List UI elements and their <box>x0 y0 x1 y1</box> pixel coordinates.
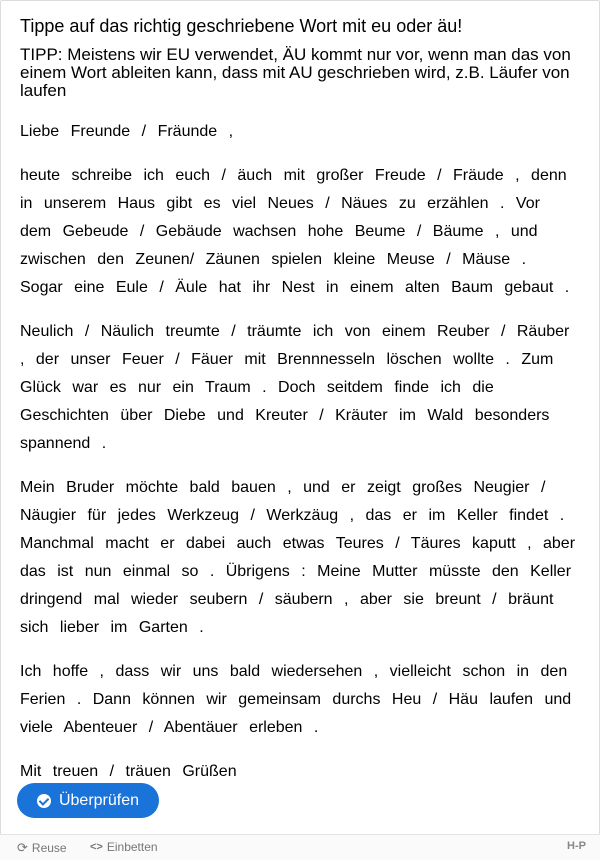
selectable-word[interactable]: Mein <box>20 479 55 496</box>
separator: / <box>258 591 264 608</box>
selectable-word[interactable]: Traum <box>205 379 251 396</box>
selectable-word[interactable]: es <box>203 195 221 212</box>
selectable-word[interactable]: etwas <box>282 535 325 552</box>
footer-bar <box>0 834 600 860</box>
selectable-word[interactable]: zeigt <box>366 479 401 496</box>
selectable-word[interactable]: Liebe <box>20 123 60 140</box>
selectable-word[interactable]: dass <box>115 663 150 680</box>
selectable-word[interactable]: Manchmal <box>20 535 94 552</box>
selectable-word[interactable]: großer <box>316 167 364 184</box>
selectable-word[interactable]: Äule <box>175 279 208 296</box>
selectable-word[interactable]: vielleicht <box>389 663 451 680</box>
selectable-word[interactable]: hat <box>218 279 241 296</box>
punctuation[interactable]: . <box>101 435 107 452</box>
selectable-word[interactable]: und <box>510 223 538 240</box>
task-tip: TIPP: Meistens wir EU verwendet, ÄU kommt nur vor, wenn man das von einem Wort ableiten kann, dass mit AU geschrieben wird, z.B. Läufer von laufen <box>20 45 571 100</box>
selectable-word[interactable]: treuen <box>52 763 99 780</box>
selectable-word[interactable]: Neugier <box>473 479 530 496</box>
selectable-word[interactable]: wiedersehen <box>271 663 363 680</box>
selectable-word[interactable]: Geschichten <box>20 407 109 424</box>
selectable-word[interactable]: Zum <box>521 351 554 368</box>
selectable-word[interactable]: Keller <box>456 507 498 524</box>
selectable-word[interactable]: lieber <box>59 619 100 636</box>
selectable-word[interactable]: seubern <box>189 591 248 608</box>
punctuation[interactable]: . <box>313 719 319 736</box>
selectable-word[interactable]: zu <box>398 195 416 212</box>
selectable-word[interactable]: wachsen <box>233 223 297 240</box>
selectable-word[interactable]: sie <box>403 591 424 608</box>
selectable-word[interactable]: Doch <box>278 379 316 396</box>
punctuation[interactable]: , <box>228 123 234 140</box>
selectable-word[interactable]: euch <box>175 167 211 184</box>
selectable-word[interactable]: schreibe <box>71 167 132 184</box>
selectable-word[interactable]: war <box>72 379 99 396</box>
selectable-word[interactable]: Fäuer <box>191 351 233 368</box>
selectable-word[interactable]: denn <box>531 167 567 184</box>
selectable-word[interactable]: Sogar <box>20 279 63 296</box>
selectable-word[interactable]: den <box>540 663 568 680</box>
punctuation[interactable]: : <box>301 563 306 580</box>
selectable-word[interactable]: hoffe <box>52 663 89 680</box>
punctuation[interactable]: , <box>494 223 500 240</box>
embed-icon: <> <box>90 841 103 853</box>
selectable-word[interactable]: Freunde <box>70 123 131 140</box>
separator: / <box>540 479 546 496</box>
reuse-icon: ⟳ <box>17 840 28 855</box>
selectable-word[interactable]: macht <box>105 535 149 552</box>
selectable-word[interactable]: viel <box>232 195 257 212</box>
separator: / <box>84 323 90 340</box>
selectable-word[interactable]: kaputt <box>472 535 516 552</box>
selectable-word[interactable]: das <box>20 563 46 580</box>
separator: / <box>159 279 164 296</box>
selectable-word[interactable]: unserem <box>43 195 107 212</box>
selectable-word[interactable]: im <box>110 619 128 636</box>
selectable-word[interactable]: Mutter <box>372 563 418 580</box>
selectable-word[interactable]: Freude <box>374 167 426 184</box>
selectable-word[interactable]: Näugier <box>20 507 77 524</box>
separator: / <box>492 591 497 608</box>
selectable-word[interactable]: Zäunen <box>205 251 260 268</box>
selectable-word[interactable]: eine <box>74 279 105 296</box>
separator: / <box>319 407 324 424</box>
selectable-word[interactable]: Beume <box>354 223 406 240</box>
selectable-word[interactable]: einem <box>382 323 426 340</box>
selectable-word[interactable]: Meuse <box>386 251 435 268</box>
selectable-word[interactable]: dem <box>20 223 52 240</box>
check-button[interactable] <box>17 783 159 818</box>
separator: / <box>437 167 442 184</box>
selectable-word[interactable]: in <box>516 663 530 680</box>
punctuation[interactable]: , <box>99 663 104 680</box>
selectable-word[interactable]: es <box>109 379 127 396</box>
selectable-word[interactable]: bauen <box>231 479 276 496</box>
selectable-word[interactable]: gemeinsam <box>238 691 321 708</box>
selectable-word[interactable]: Brennnesseln <box>277 351 375 368</box>
selectable-word[interactable]: Zeunen/ <box>135 251 195 268</box>
selectable-word[interactable]: finde <box>394 379 430 396</box>
selectable-word[interactable]: heute <box>20 167 61 184</box>
selectable-word[interactable]: jedes <box>117 507 156 524</box>
selectable-word[interactable]: Bäume <box>432 223 484 240</box>
punctuation[interactable]: , <box>349 507 355 524</box>
text-paragraph <box>20 474 580 642</box>
separator: / <box>148 719 154 736</box>
punctuation[interactable]: . <box>262 379 267 396</box>
selectable-word[interactable]: Abentäuer <box>163 719 238 736</box>
selectable-word[interactable]: Abenteuer <box>63 719 138 736</box>
punctuation[interactable]: . <box>559 507 565 524</box>
selectable-word[interactable]: Werkzeug <box>167 507 240 524</box>
text-paragraph <box>20 118 580 146</box>
selectable-word[interactable]: zwischen <box>20 251 86 268</box>
selectable-word[interactable]: findet <box>509 507 549 524</box>
selectable-word[interactable]: aber <box>543 535 576 552</box>
selectable-word[interactable]: wollte <box>453 351 494 368</box>
mark-the-words-text <box>20 118 580 786</box>
reuse-label: Reuse <box>31 841 67 855</box>
selectable-word[interactable]: hohe <box>307 223 344 240</box>
selectable-word[interactable]: das <box>365 507 392 524</box>
selectable-word[interactable]: uns <box>192 663 219 680</box>
selectable-word[interactable]: spielen <box>271 251 323 268</box>
selectable-word[interactable]: gebaut <box>504 279 554 296</box>
reuse-button[interactable] <box>17 840 67 856</box>
selectable-word[interactable]: möchte <box>125 479 179 496</box>
selectable-word[interactable]: können <box>142 691 195 708</box>
punctuation[interactable]: , <box>515 167 520 184</box>
separator: / <box>250 507 255 524</box>
selectable-word[interactable]: Näulich <box>100 323 155 340</box>
text-paragraph <box>20 658 580 742</box>
punctuation[interactable]: . <box>505 351 510 368</box>
selectable-word[interactable]: er <box>160 535 175 552</box>
selectable-word[interactable]: nur <box>137 379 162 396</box>
selectable-word[interactable]: auch <box>236 535 272 552</box>
selectable-word[interactable]: erzählen <box>427 195 489 212</box>
separator: / <box>395 535 400 552</box>
separator: / <box>446 251 451 268</box>
text-paragraph <box>20 318 580 458</box>
selectable-word[interactable]: nun <box>84 563 112 580</box>
h5p-logo: H-P <box>567 840 586 852</box>
selectable-word[interactable]: träuen <box>125 763 171 780</box>
selectable-word[interactable]: mit <box>283 167 305 184</box>
selectable-word[interactable]: kleine <box>333 251 376 268</box>
selectable-word[interactable]: mit <box>244 351 266 368</box>
selectable-word[interactable]: Garten <box>138 619 188 636</box>
selectable-word[interactable]: seitdem <box>326 379 383 396</box>
selectable-word[interactable]: alten <box>404 279 440 296</box>
selectable-word[interactable]: im <box>428 507 446 524</box>
separator: / <box>221 167 226 184</box>
selectable-word[interactable]: löschen <box>386 351 442 368</box>
selectable-word[interactable]: im <box>399 407 416 424</box>
selectable-word[interactable]: äuch <box>237 167 273 184</box>
selectable-word[interactable]: und <box>544 691 572 708</box>
selectable-word[interactable]: Teures <box>335 535 384 552</box>
punctuation[interactable]: . <box>564 279 570 296</box>
separator: / <box>416 223 422 240</box>
selectable-word[interactable]: unser <box>70 351 111 368</box>
selectable-word[interactable]: gibt <box>166 195 193 212</box>
selectable-word[interactable]: so <box>181 563 199 580</box>
separator: / <box>325 195 330 212</box>
separator: / <box>139 223 145 240</box>
selectable-word[interactable]: Nest <box>281 279 315 296</box>
selectable-word[interactable]: erleben <box>249 719 303 736</box>
punctuation[interactable]: , <box>527 535 532 552</box>
selectable-word[interactable]: wieder <box>130 591 179 608</box>
punctuation[interactable]: , <box>287 479 292 496</box>
selectable-word[interactable]: wir <box>206 691 227 708</box>
selectable-word[interactable]: Grüßen <box>182 763 237 780</box>
punctuation[interactable]: . <box>521 251 527 268</box>
selectable-word[interactable]: den <box>491 563 519 580</box>
selectable-word[interactable]: Bruder <box>66 479 115 496</box>
separator: / <box>432 691 438 708</box>
selectable-word[interactable]: er <box>341 479 356 496</box>
selectable-word[interactable]: ich <box>440 379 461 396</box>
selectable-word[interactable]: Fräunde <box>157 123 218 140</box>
selectable-word[interactable]: Feuer <box>121 351 164 368</box>
task-content <box>20 16 580 802</box>
selectable-word[interactable]: bräunt <box>508 591 554 608</box>
selectable-word[interactable]: einem <box>349 279 394 296</box>
selectable-word[interactable]: wir <box>160 663 182 680</box>
selectable-word[interactable]: spannend <box>20 435 91 452</box>
selectable-word[interactable]: Näues <box>341 195 388 212</box>
selectable-word[interactable]: schon <box>462 663 506 680</box>
selectable-word[interactable]: Räuber <box>516 323 570 340</box>
punctuation[interactable]: . <box>209 563 215 580</box>
selectable-word[interactable]: ich <box>143 167 164 184</box>
selectable-word[interactable]: er <box>402 507 417 524</box>
selectable-word[interactable]: Mäuse <box>462 251 511 268</box>
text-paragraph <box>20 758 580 786</box>
selectable-word[interactable]: für <box>87 507 107 524</box>
selectable-word[interactable]: dringend <box>20 591 83 608</box>
punctuation[interactable]: . <box>76 691 82 708</box>
selectable-word[interactable]: mal <box>93 591 120 608</box>
punctuation[interactable]: , <box>20 351 25 368</box>
selectable-word[interactable]: Gebeude <box>62 223 129 240</box>
selectable-word[interactable]: die <box>472 379 494 396</box>
selectable-word[interactable]: bald <box>229 663 261 680</box>
selectable-word[interactable]: laufen <box>489 691 534 708</box>
separator: / <box>109 763 115 780</box>
selectable-word[interactable]: sich <box>20 619 49 636</box>
selectable-word[interactable]: einmal <box>122 563 170 580</box>
selectable-word[interactable]: ihr <box>252 279 271 296</box>
punctuation[interactable]: . <box>500 195 505 212</box>
text-paragraph <box>20 162 580 302</box>
punctuation[interactable]: . <box>199 619 204 636</box>
selectable-word[interactable]: und <box>217 407 244 424</box>
selectable-word[interactable]: Gebäude <box>155 223 222 240</box>
selectable-word[interactable]: in <box>326 279 339 296</box>
selectable-word[interactable]: Heu <box>391 691 422 708</box>
selectable-word[interactable]: Ferien <box>20 691 66 708</box>
selectable-word[interactable]: Diebe <box>163 407 206 424</box>
selectable-word[interactable]: ich <box>312 323 334 340</box>
selectable-word[interactable]: Häu <box>448 691 478 708</box>
selectable-word[interactable]: treumte <box>165 323 220 340</box>
selectable-word[interactable]: Werkzäug <box>266 507 339 524</box>
selectable-word[interactable]: Eule <box>115 279 148 296</box>
selectable-word[interactable]: Haus <box>117 195 155 212</box>
selectable-word[interactable]: Mit <box>20 763 42 780</box>
selectable-word[interactable]: der <box>35 351 60 368</box>
selectable-word[interactable]: breunt <box>435 591 481 608</box>
selectable-word[interactable]: viele <box>20 719 53 736</box>
separator: / <box>231 323 236 340</box>
selectable-word[interactable]: und <box>303 479 330 496</box>
embed-label: Einbetten <box>106 840 158 854</box>
selectable-word[interactable]: säubern <box>274 591 333 608</box>
selectable-word[interactable]: Baum <box>451 279 493 296</box>
selectable-word[interactable]: Glück <box>20 379 61 396</box>
selectable-word[interactable]: träumte <box>247 323 302 340</box>
selectable-word[interactable]: Täures <box>410 535 461 552</box>
selectable-word[interactable]: Kreuter <box>255 407 308 424</box>
task-instruction: Tippe auf das richtig geschriebene Wort mit eu oder äu! <box>20 16 463 36</box>
selectable-word[interactable]: Meine <box>317 563 361 580</box>
punctuation[interactable]: , <box>344 591 349 608</box>
separator: / <box>141 123 147 140</box>
selectable-word[interactable]: Kräuter <box>335 407 388 424</box>
check-circle-icon <box>37 794 51 808</box>
selectable-word[interactable]: ein <box>172 379 194 396</box>
selectable-word[interactable]: in <box>20 195 33 212</box>
selectable-word[interactable]: dabei <box>185 535 226 552</box>
embed-button[interactable] <box>90 840 158 854</box>
selectable-word[interactable]: Neulich <box>20 323 74 340</box>
selectable-word[interactable]: aber <box>359 591 392 608</box>
selectable-word[interactable]: besonders <box>474 407 550 424</box>
separator: / <box>500 323 506 340</box>
punctuation[interactable]: , <box>373 663 379 680</box>
selectable-word[interactable]: Wald <box>427 407 464 424</box>
selectable-word[interactable]: Reuber <box>437 323 490 340</box>
selectable-word[interactable]: müsste <box>428 563 481 580</box>
selectable-word[interactable]: Keller <box>530 563 572 580</box>
selectable-word[interactable]: den <box>97 251 124 268</box>
selectable-word[interactable]: von <box>344 323 371 340</box>
selectable-word[interactable]: durchs <box>332 691 381 708</box>
selectable-word[interactable]: ist <box>57 563 74 580</box>
selectable-word[interactable]: über <box>120 407 153 424</box>
selectable-word[interactable]: bald <box>189 479 220 496</box>
selectable-word[interactable]: Übrigens <box>225 563 290 580</box>
selectable-word[interactable]: Neues <box>267 195 314 212</box>
separator: / <box>175 351 180 368</box>
selectable-word[interactable]: Dann <box>92 691 131 708</box>
check-button-label: Überprüfen <box>58 791 140 809</box>
selectable-word[interactable]: großes <box>412 479 462 496</box>
selectable-word[interactable]: Ich <box>20 663 42 680</box>
selectable-word[interactable]: Fräude <box>452 167 504 184</box>
selectable-word[interactable]: Vor <box>515 195 540 212</box>
